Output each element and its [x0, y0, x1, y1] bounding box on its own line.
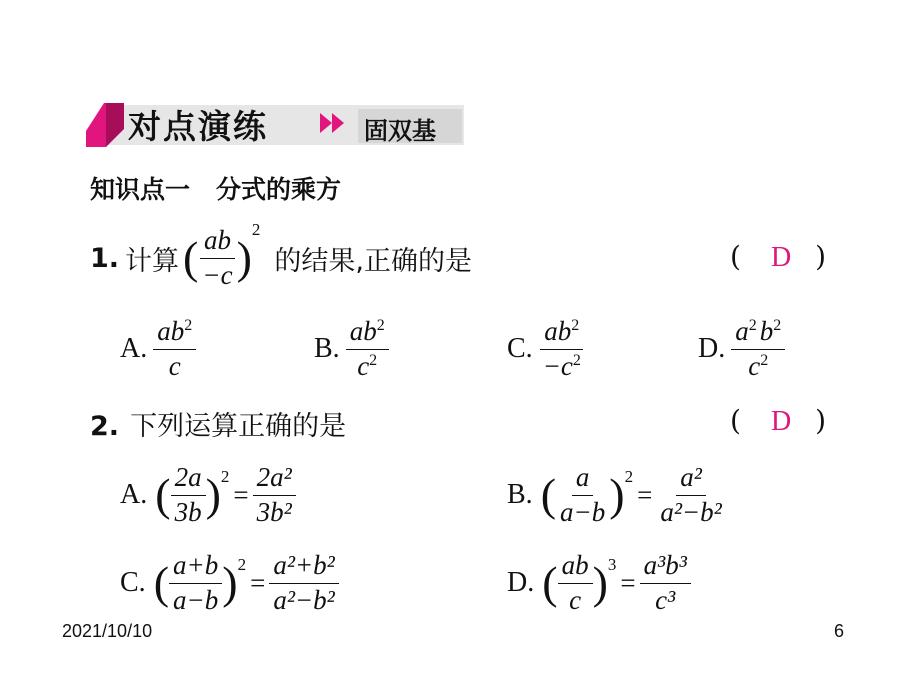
question-2-text: 下列运算正确的是 [130, 411, 347, 442]
option-denominator-exponent: 2 [572, 351, 581, 369]
footer-date: 2021/10/10 [62, 621, 153, 641]
option-numerator: b [759, 315, 774, 346]
lhs-exponent: 2 [237, 554, 247, 574]
option-label: B. [314, 333, 340, 364]
question-1-answer-box: ( D ) [730, 240, 827, 273]
option-denominator-exponent: 2 [369, 351, 378, 369]
lhs-numerator: a+b [169, 551, 222, 584]
q1-option-a [120, 316, 196, 382]
lhs-exponent: 3 [607, 554, 617, 574]
lhs-exponent: 2 [220, 466, 230, 486]
q2-option-d: D. ( $\frac{ab}{c}$ ) 3 = $\frac{\text{a³b³}}{\text{c³}}$ [507, 548, 691, 618]
rhs-denominator: a²−b² [660, 496, 722, 527]
banner-title: 对点演练 [128, 107, 268, 146]
lhs-numerator: ab [558, 551, 593, 584]
option-numerator: ab [349, 315, 377, 346]
rhs-numerator: 2a² [253, 463, 296, 496]
option-denominator: −c [542, 350, 573, 381]
option-denominator: c [168, 350, 181, 381]
knowledge-point-topic: 分式的乘方 [216, 175, 342, 204]
option-label: C. [507, 333, 533, 364]
question-2-stem [90, 404, 346, 443]
option-label: B. [507, 479, 533, 510]
question-1-answer: D [770, 242, 792, 273]
lhs-denominator: c [569, 584, 582, 615]
q2-option-c: C. ( $\frac{a+b}{a-b}$ ) 2 = $\frac{\text{a²+b²}}{\text{a²−b²}}$ [120, 548, 339, 618]
rhs-denominator: 3b² [256, 496, 292, 527]
option-denominator-exponent: 2 [760, 351, 769, 369]
option-label: D. [507, 567, 535, 598]
rhs-numerator: a²+b² [269, 551, 338, 584]
question-1-prefix: 计算 [125, 245, 180, 277]
q1-expr-denominator: −c [202, 259, 233, 290]
option-label: C. [120, 567, 146, 598]
option-numerator-exponent: 2 [376, 316, 385, 334]
option-numerator-exponent: 2 [571, 316, 580, 334]
question-2-answer: D [770, 406, 792, 437]
knowledge-point-heading [90, 170, 341, 206]
question-1-expression: ( $\frac{ab}{-c}$ )$^2$ [183, 219, 261, 290]
option-label: A. [120, 333, 148, 364]
footer-page-number: 6 [834, 621, 845, 641]
lhs-exponent: 2 [624, 466, 634, 486]
section-banner [86, 99, 464, 149]
option-numerator: ab [157, 315, 185, 346]
option-numerator: a [735, 315, 749, 346]
q1-option-d [698, 316, 785, 382]
option-denominator: c [357, 350, 370, 381]
rhs-denominator: c³ [655, 584, 676, 615]
rhs-numerator: a² [676, 463, 706, 496]
question-1-stem [90, 219, 473, 290]
rhs-numerator: a³b³ [640, 551, 691, 584]
option-numerator-exponent: 2 [773, 316, 782, 334]
banner-subtitle: 固双基 [364, 117, 436, 145]
q1-option-c [507, 316, 585, 382]
lhs-denominator: a−b [560, 496, 606, 527]
q2-option-a: A. ( $\frac{2a}{3b}$ ) 2 = $\frac{\text{2a²}}{\text{3b²}}$ [120, 460, 296, 530]
question-2-number: 2. [90, 411, 120, 442]
lhs-denominator: 3b [174, 496, 202, 527]
lhs-numerator: 2a [171, 463, 206, 496]
q1-option-b [314, 316, 389, 382]
question-1-suffix: 的结果,正确的是 [274, 245, 473, 277]
option-denominator: c [748, 350, 761, 381]
rhs-denominator: a²−b² [273, 584, 335, 615]
q2-option-b: B. ( $\frac{a}{a-b}$ ) 2 = $\frac{\text{a²}}{\text{a²−b²}}$ [507, 460, 726, 530]
question-1-number: 1. [90, 242, 120, 274]
option-numerator-exponent: 2 [748, 316, 757, 334]
option-numerator-exponent: 2 [184, 316, 193, 334]
lhs-numerator: a [572, 463, 594, 496]
question-2-answer-box: ( D ) [730, 404, 827, 437]
option-numerator: ab [544, 315, 572, 346]
q1-expr-numerator: ab [200, 226, 235, 259]
q1-expr-exponent: 2 [251, 219, 261, 239]
knowledge-point-label: 知识点一 [90, 175, 191, 204]
option-label: A. [120, 479, 148, 510]
option-label: D. [698, 333, 726, 364]
lhs-denominator: a−b [173, 584, 219, 615]
